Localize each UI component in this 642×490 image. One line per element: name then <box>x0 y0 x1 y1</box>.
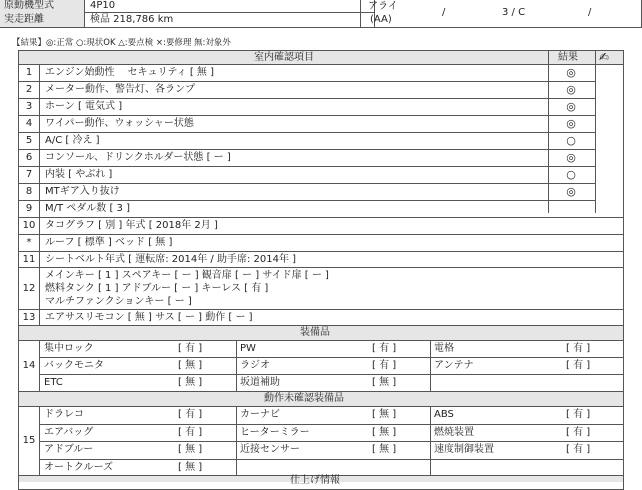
section1-header-bg <box>19 51 623 65</box>
equipment-name: オートクルーズ <box>44 461 113 473</box>
row-line <box>19 200 596 201</box>
row-no: 6 <box>25 152 33 163</box>
equipment-name: 燃焼装置 <box>434 426 474 438</box>
row-result: ◎ <box>566 83 576 96</box>
row-line <box>19 81 596 82</box>
equipment-value: [ 有 ] <box>566 343 591 354</box>
section1-title: 室内確認項目 <box>254 52 314 63</box>
grid-col-line <box>236 340 237 391</box>
grid-row-line <box>40 374 623 375</box>
row-line <box>19 183 596 184</box>
row-no: 2 <box>25 84 33 95</box>
row-no: 5 <box>25 135 33 146</box>
section3-header-line <box>19 406 623 407</box>
row-text: シートベルト年式 [ 運転席: 2014年 / 助手席: 2014年 ] <box>45 254 297 265</box>
equipment-value: [ 有 ] <box>372 360 397 371</box>
row-text: A/C [ 冷え ] <box>45 135 100 146</box>
equipment-value: [ 有 ] <box>178 343 203 354</box>
row-line <box>19 98 596 99</box>
row-result: ◎ <box>566 185 576 198</box>
equipment-value: [ 有 ] <box>566 360 591 371</box>
row-no: 1 <box>25 67 33 78</box>
row-line <box>19 217 623 218</box>
top-col-divider <box>84 0 85 27</box>
align-sub: (AA) <box>370 14 392 25</box>
row12-no: 12 <box>22 283 36 294</box>
equipment-value: [ 有 ] <box>178 426 203 438</box>
row-no: 3 <box>25 101 33 112</box>
row-line <box>19 149 596 150</box>
equipment-value: [ 有 ] <box>566 426 591 438</box>
row-text: MTギア入り抜け <box>45 186 120 197</box>
align-slash-1: / <box>442 7 446 18</box>
row-no: 9 <box>25 203 33 214</box>
grid-col-line <box>236 406 237 476</box>
row-result: ◎ <box>566 151 576 164</box>
equipment-value: [ 無 ] <box>372 409 397 420</box>
engine-model-value: 4P10 <box>90 0 116 11</box>
equipment-name: エアバッグ <box>44 426 94 438</box>
row-line <box>19 234 623 235</box>
row12-line3: マルチファンクションキー [ ー ] <box>45 296 192 307</box>
footer-partial-title: 仕上げ情報 <box>290 475 340 486</box>
equipment-name: ドラレコ <box>44 409 84 420</box>
row-result: ○ <box>566 134 576 147</box>
equipment-name: PW <box>240 343 256 354</box>
equipment-value: [ 無 ] <box>178 444 203 455</box>
grid-row-line <box>40 424 623 425</box>
row-text: ワイパー動作、ウォッシャー状態 <box>45 118 194 129</box>
row-text: 内装 [ やぶれ ] <box>45 169 113 180</box>
section2-header-line <box>19 340 623 341</box>
equipment-name: 近接センサー <box>240 444 300 455</box>
row-result: ◎ <box>566 66 576 79</box>
mileage-label: 実走距離 <box>4 14 44 25</box>
mileage-value: 検品 218,786 km <box>90 14 174 25</box>
row-text: コンソール、ドリンクホルダー状態 [ ー ] <box>45 152 231 163</box>
row-result: ◎ <box>566 117 576 130</box>
result-legend: 【結果】◎:正常 ○:現状OK △:要点検 ×:要修理 無:対象外 <box>12 38 231 48</box>
section3-no: 15 <box>22 435 36 446</box>
equipment-name: 坂道補助 <box>240 377 280 388</box>
equipment-value: [ 無 ] <box>372 444 397 455</box>
row-text: エンジン始動性 セキュリティ [ 無 ] <box>45 67 215 78</box>
row-result: ◎ <box>566 100 576 113</box>
row-text: ルーフ [ 標準 ] ベッド [ 無 ] <box>45 237 173 248</box>
equipment-name: 電格 <box>434 343 454 354</box>
equipment-value: [ 有 ] <box>566 444 591 455</box>
row-text: メーター動作、警告灯、各ランプ <box>45 84 195 95</box>
equipment-name: 集中ロック <box>44 343 94 354</box>
row-result: ○ <box>566 168 576 181</box>
grid-row-line <box>40 357 623 358</box>
row-no: 8 <box>25 186 33 197</box>
row-line <box>19 251 623 252</box>
equipment-value: [ 有 ] <box>372 343 397 354</box>
equipment-name: バックモニタ <box>44 360 104 371</box>
equipment-value: [ 無 ] <box>372 377 397 388</box>
row13-top <box>19 309 623 310</box>
equipment-value: [ 無 ] <box>178 360 203 371</box>
equipment-name: ABS <box>434 409 454 420</box>
section2-no-line <box>39 340 40 392</box>
edit-icon[interactable]: ✍ <box>599 50 610 64</box>
equipment-name: ラジオ <box>240 360 270 371</box>
row-line <box>19 115 596 116</box>
grid-col-line <box>430 406 431 476</box>
section2-no: 14 <box>22 360 36 371</box>
equipment-value: [ 有 ] <box>566 409 591 420</box>
equipment-name: アドブルー <box>44 444 94 455</box>
engine-model-label: 原動機型式 <box>4 0 54 11</box>
row-no: * <box>26 237 32 248</box>
row-no: 10 <box>22 220 36 231</box>
grid-row-line <box>40 459 623 460</box>
row12-top <box>19 267 623 268</box>
section3-title: 動作未確認装備品 <box>264 393 344 404</box>
row-text: タコグラフ [ 別 ] 年式 [ 2018年 2月 ] <box>45 220 218 231</box>
equipment-name: カーナビ <box>240 409 280 420</box>
align-label: アライ <box>368 1 398 12</box>
grid-col-line <box>430 340 431 391</box>
equipment-value: [ 無 ] <box>372 426 397 438</box>
equipment-value: [ 無 ] <box>178 377 203 388</box>
align-box <box>360 0 642 28</box>
equipment-name: ヒーターミラー <box>240 426 310 438</box>
row-no: 7 <box>25 169 33 180</box>
equipment-name: アンテナ <box>434 360 474 371</box>
row12-line2: 燃料タンク [ 1 ] アドブルー [ ー ] キーレス [ 有 ] <box>45 283 269 294</box>
section2-title: 装備品 <box>300 327 330 338</box>
row13-no: 13 <box>22 312 36 323</box>
equipment-value: [ 無 ] <box>178 461 203 473</box>
equipment-value: [ 有 ] <box>178 409 203 420</box>
equipment-name: 速度制御装置 <box>434 444 494 455</box>
row-line <box>19 132 596 133</box>
section1-header-line <box>19 64 623 65</box>
grid-row-line <box>40 441 623 442</box>
row-text: ホーン [ 電気式 ] <box>45 101 123 112</box>
row-no: 11 <box>22 254 36 265</box>
align-slash-2: / <box>588 7 592 18</box>
row-line <box>19 166 596 167</box>
row-no: 4 <box>25 118 33 129</box>
row12-line1: メインキー [ 1 ] スペアキー [ ー ] 観音扉 [ ー ] サイド扉 [ ー ] <box>45 270 329 281</box>
row13-text: エアサスリモコン [ 無 ] サス [ ー ] 動作 [ ー ] <box>45 312 253 323</box>
row-text: M/T ペダル数 [ 3 ] <box>45 203 130 214</box>
align-mid: 3 / C <box>502 7 526 18</box>
result-header: 結果 <box>558 52 578 63</box>
equipment-name: ETC <box>44 377 63 388</box>
